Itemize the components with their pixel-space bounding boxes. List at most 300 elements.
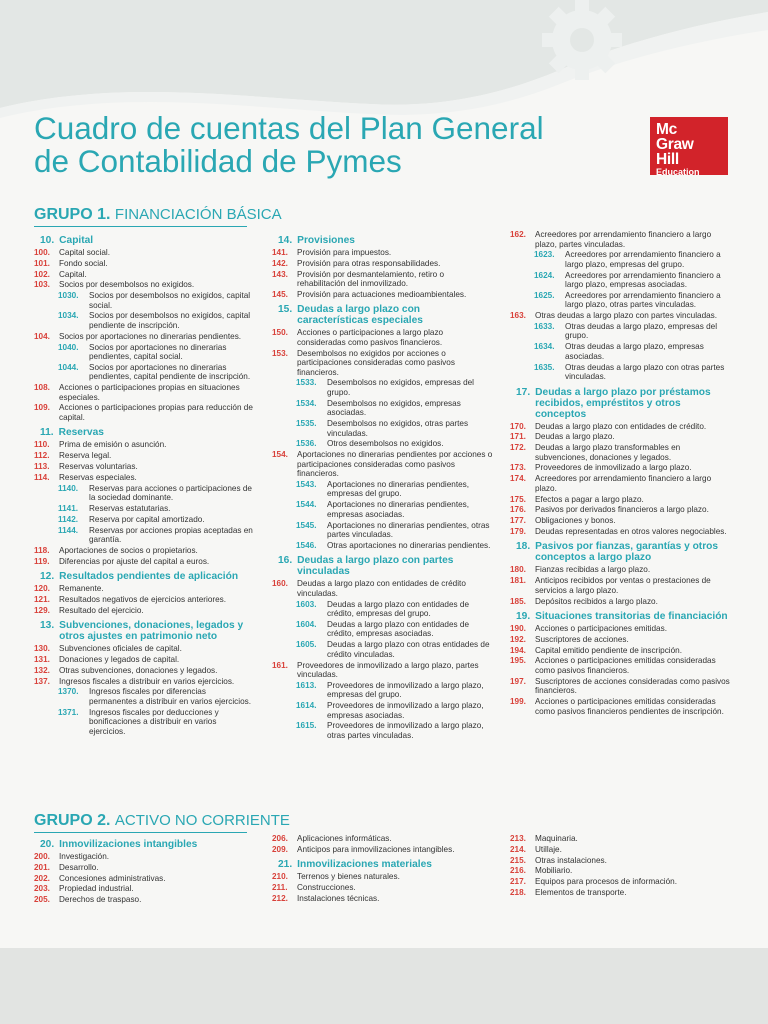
publisher-logo bbox=[650, 117, 728, 175]
account-entry bbox=[34, 270, 254, 280]
account-code: 218. bbox=[510, 887, 526, 897]
account-entry bbox=[510, 527, 730, 537]
account-code: 215. bbox=[510, 855, 526, 865]
subaccount-entry bbox=[510, 291, 730, 310]
account-name: Ingresos fiscales a distribuir en varios ejercicios. bbox=[59, 676, 235, 686]
group-2-number: GRUPO 2. bbox=[34, 812, 111, 829]
account-name: Ingresos fiscales por diferencias permanentes a distribuir en varios ejercicios. bbox=[89, 687, 252, 706]
account-entry bbox=[272, 834, 494, 844]
account-entry bbox=[34, 863, 254, 873]
subaccount-entry bbox=[34, 504, 254, 514]
account-code: 154. bbox=[272, 450, 288, 460]
account-name: Socios por desembolsos no exigidos, capital pendiente de inscripción. bbox=[89, 311, 251, 330]
account-name: Derechos de traspaso. bbox=[59, 895, 142, 905]
account-entry bbox=[34, 248, 254, 258]
account-code: 180. bbox=[510, 565, 526, 575]
account-entry bbox=[34, 655, 254, 665]
account-code: 173. bbox=[510, 463, 526, 473]
account-name: Construcciones. bbox=[297, 883, 356, 893]
account-code: 171. bbox=[510, 432, 526, 442]
account-name: Desembolsos no exigidos, empresas del grupo. bbox=[327, 378, 474, 397]
account-name: Aplicaciones informáticas. bbox=[297, 834, 392, 843]
account-name: Reservas voluntarias. bbox=[59, 462, 138, 472]
account-code: 1546. bbox=[296, 540, 317, 550]
account-entry bbox=[510, 432, 730, 442]
account-name: Fianzas recibidas a largo plazo. bbox=[535, 565, 651, 575]
account-entry bbox=[510, 505, 730, 515]
subaccount-entry bbox=[510, 363, 730, 382]
account-name: Capital. bbox=[59, 269, 87, 279]
account-entry bbox=[510, 888, 730, 898]
group-1-column-1 bbox=[34, 230, 254, 738]
account-code: 176. bbox=[510, 505, 526, 515]
account-name: Terrenos y bienes naturales. bbox=[297, 872, 400, 882]
account-code: 1371. bbox=[58, 707, 79, 717]
account-entry bbox=[34, 874, 254, 884]
logo-word: Hill bbox=[656, 151, 679, 168]
subaccount-entry bbox=[272, 378, 494, 397]
account-code: 202. bbox=[34, 873, 50, 883]
account-entry bbox=[272, 290, 494, 300]
account-code: 21. bbox=[278, 859, 293, 871]
account-entry bbox=[510, 624, 730, 634]
account-code: 18. bbox=[516, 541, 531, 553]
account-name: Capital bbox=[59, 235, 94, 246]
group-1-column-2 bbox=[272, 230, 494, 742]
account-name: Remanente. bbox=[59, 584, 104, 594]
account-name: Reservas especiales. bbox=[59, 472, 137, 482]
account-name: Proveedores de inmovilizado a largo plazo, partes vinculadas. bbox=[297, 660, 479, 680]
account-entry bbox=[510, 635, 730, 645]
account-code: 104. bbox=[34, 331, 50, 341]
group-1-heading bbox=[34, 206, 282, 224]
account-entry bbox=[34, 852, 254, 862]
account-name: Reserva legal. bbox=[59, 451, 112, 461]
account-name: Deudas a largo plazo con características especiales bbox=[297, 304, 423, 327]
account-name: Ingresos fiscales por deducciones y bonificaciones a distribuir en varios ejercicios. bbox=[89, 707, 219, 736]
logo-word: Graw bbox=[656, 136, 694, 153]
account-code: 199. bbox=[510, 697, 526, 707]
account-code: 177. bbox=[510, 516, 526, 526]
account-name: Resultado del ejercicio. bbox=[59, 605, 144, 615]
account-name: Pasivos por fianzas, garantías y otros conceptos a largo plazo bbox=[535, 541, 719, 564]
account-name: Desembolsos no exigidos por acciones o participaciones consideradas como pasivos financieros. bbox=[297, 348, 455, 377]
account-name: Aportaciones de socios o propietarios. bbox=[59, 545, 198, 555]
subaccount-entry bbox=[34, 291, 254, 310]
account-entry bbox=[510, 230, 730, 249]
account-code: 113. bbox=[34, 462, 50, 472]
account-name: Provisiones bbox=[297, 235, 355, 246]
account-code: 1536. bbox=[296, 439, 317, 449]
account-entry bbox=[510, 677, 730, 696]
subaccount-entry bbox=[272, 681, 494, 700]
subgroup-heading bbox=[278, 304, 494, 326]
account-code: 197. bbox=[510, 676, 526, 686]
account-name: Reservas por acciones propias aceptadas en garantía. bbox=[89, 525, 253, 545]
account-entry bbox=[34, 584, 254, 594]
account-name: Deudas a largo plazo transformables en subvenciones, donaciones y legados. bbox=[535, 443, 681, 462]
account-name: Diferencias por ajuste del capital a euros. bbox=[59, 556, 210, 566]
account-name: Resultados pendientes de aplicación bbox=[59, 571, 239, 583]
account-code: 15. bbox=[278, 304, 293, 316]
account-name: Desembolsos no exigidos, otras partes vinculadas. bbox=[327, 419, 469, 438]
subaccount-entry bbox=[272, 620, 494, 639]
group-2-column-2 bbox=[272, 834, 494, 905]
account-entry bbox=[510, 845, 730, 855]
account-code: 153. bbox=[272, 348, 288, 358]
account-code: 1603. bbox=[296, 599, 317, 609]
account-name: Deudas a largo plazo con entidades de crédito, empresas del grupo. bbox=[327, 599, 470, 619]
account-code: 142. bbox=[272, 258, 288, 268]
subaccount-entry bbox=[272, 600, 494, 619]
subgroup-heading bbox=[516, 541, 730, 563]
subaccount-entry bbox=[272, 701, 494, 720]
account-entry bbox=[34, 895, 254, 905]
account-name: Acreedores por arrendamiento financiero a largo plazo, partes vinculadas. bbox=[535, 230, 712, 249]
account-name: Aportaciones no dinerarias pendientes por acciones o participaciones consideradas como pasivos financieros. bbox=[297, 450, 493, 479]
account-code: 10. bbox=[40, 235, 55, 246]
account-name: Desarrollo. bbox=[59, 862, 99, 872]
account-code: 172. bbox=[510, 443, 526, 453]
account-entry bbox=[510, 495, 730, 505]
account-code: 150. bbox=[272, 328, 288, 338]
account-entry bbox=[34, 884, 254, 894]
subgroup-heading bbox=[278, 555, 494, 577]
account-code: 163. bbox=[510, 311, 526, 321]
account-code: 109. bbox=[34, 403, 50, 413]
account-entry bbox=[272, 579, 494, 598]
account-name: Acciones o participaciones emitidas. bbox=[535, 624, 667, 634]
account-name: Deudas a largo plazo por préstamos recibidos, empréstitos y otros conceptos bbox=[535, 386, 711, 420]
account-code: 137. bbox=[34, 676, 50, 686]
account-name: Reservas para acciones o participaciones de la sociedad dominante. bbox=[89, 483, 252, 503]
subgroup-heading bbox=[40, 571, 254, 582]
account-entry bbox=[34, 595, 254, 605]
account-code: 214. bbox=[510, 844, 526, 854]
account-name: Maquinaria. bbox=[535, 834, 578, 843]
account-entry bbox=[272, 883, 494, 893]
account-name: Proveedores de inmovilizado a largo plazo. bbox=[535, 463, 692, 473]
account-code: 217. bbox=[510, 877, 526, 887]
subaccount-entry bbox=[510, 271, 730, 290]
account-entry bbox=[34, 451, 254, 461]
account-code: 1635. bbox=[534, 362, 555, 372]
account-code: 129. bbox=[34, 605, 50, 615]
account-code: 203. bbox=[34, 884, 50, 894]
account-code: 211. bbox=[272, 883, 288, 893]
subaccount-entry bbox=[272, 541, 494, 551]
account-name: Subvenciones oficiales de capital. bbox=[59, 644, 182, 654]
account-code: 108. bbox=[34, 383, 50, 393]
account-name: Reserva por capital amortizado. bbox=[89, 514, 205, 524]
subgroup-heading bbox=[516, 387, 730, 420]
account-name: Prima de emisión o asunción. bbox=[59, 440, 167, 450]
account-entry bbox=[34, 403, 254, 422]
account-name: Otras aportaciones no dinerarias pendientes. bbox=[327, 540, 491, 550]
group-1-rule bbox=[34, 226, 247, 227]
account-name: Instalaciones técnicas. bbox=[297, 893, 380, 903]
account-name: Suscriptores de acciones. bbox=[535, 634, 629, 644]
account-name: Otras instalaciones. bbox=[535, 855, 607, 865]
account-entry bbox=[510, 443, 730, 462]
account-name: Provisión para otras responsabilidades. bbox=[297, 258, 441, 268]
subaccount-entry bbox=[34, 526, 254, 545]
account-code: 209. bbox=[272, 844, 288, 854]
account-name: Otros desembolsos no exigidos. bbox=[327, 439, 444, 449]
account-code: 162. bbox=[510, 230, 526, 239]
account-name: Acciones o participaciones a largo plazo consideradas como pasivos financieros. bbox=[297, 328, 444, 347]
account-entry bbox=[34, 259, 254, 269]
account-name: Socios por desembolsos no exigidos, capital social. bbox=[89, 291, 251, 310]
subaccount-entry bbox=[272, 500, 494, 519]
subaccount-entry bbox=[272, 640, 494, 659]
title-line-1: Cuadro de cuentas del Plan General bbox=[34, 110, 544, 146]
account-code: 14. bbox=[278, 235, 293, 246]
account-code: 119. bbox=[34, 556, 50, 566]
account-code: 201. bbox=[34, 862, 50, 872]
account-code: 194. bbox=[510, 645, 526, 655]
subaccount-entry bbox=[272, 439, 494, 449]
account-name: Resultados negativos de ejercicios anteriores. bbox=[59, 594, 227, 604]
group-2-name: ACTIVO NO CORRIENTE bbox=[114, 812, 290, 829]
account-code: 216. bbox=[510, 866, 526, 876]
account-code: 195. bbox=[510, 656, 526, 666]
account-entry bbox=[34, 546, 254, 556]
account-entry bbox=[510, 311, 730, 321]
account-code: 1533. bbox=[296, 378, 317, 388]
account-code: 17. bbox=[516, 386, 531, 398]
account-code: 1614. bbox=[296, 701, 317, 711]
account-code: 212. bbox=[272, 893, 288, 903]
account-code: 175. bbox=[510, 494, 526, 504]
account-name: Provisión por desmantelamiento, retiro o rehabilitación del inmovilizado. bbox=[297, 269, 444, 289]
account-name: Equipos para procesos de información. bbox=[535, 877, 677, 887]
subgroup-heading bbox=[516, 611, 730, 622]
title-line-2: de Contabilidad de Pymes bbox=[34, 143, 402, 179]
account-code: 1534. bbox=[296, 398, 317, 408]
account-name: Proveedores de inmovilizado a largo plazo, empresas del grupo. bbox=[327, 680, 484, 700]
account-entry bbox=[34, 677, 254, 687]
subaccount-entry bbox=[34, 343, 254, 362]
account-entry bbox=[272, 349, 494, 378]
account-code: 1634. bbox=[534, 342, 555, 352]
account-entry bbox=[34, 606, 254, 616]
account-name: Capital emitido pendiente de inscripción. bbox=[535, 645, 683, 655]
account-entry bbox=[34, 440, 254, 450]
account-code: 205. bbox=[34, 895, 50, 905]
account-entry bbox=[272, 248, 494, 258]
account-entry bbox=[510, 856, 730, 866]
account-entry bbox=[34, 280, 254, 290]
page-title bbox=[34, 112, 624, 178]
account-code: 174. bbox=[510, 474, 526, 484]
group-1-column-3 bbox=[510, 230, 730, 717]
account-code: 19. bbox=[516, 611, 531, 623]
account-name: Deudas a largo plazo con otras entidades de crédito vinculadas. bbox=[327, 640, 490, 659]
account-entry bbox=[510, 877, 730, 887]
account-code: 145. bbox=[272, 289, 288, 299]
subgroup-heading bbox=[40, 620, 254, 642]
group-1-name: FINANCIACIÓN BÁSICA bbox=[114, 206, 282, 223]
account-code: 1545. bbox=[296, 520, 317, 530]
account-entry bbox=[272, 661, 494, 680]
account-entry bbox=[34, 332, 254, 342]
account-code: 160. bbox=[272, 579, 288, 589]
account-name: Socios por aportaciones no dinerarias pendientes, capital pendiente de inscripción. bbox=[89, 362, 251, 382]
subgroup-heading bbox=[40, 427, 254, 438]
account-code: 143. bbox=[272, 269, 288, 279]
account-code: 110. bbox=[34, 440, 50, 450]
account-code: 141. bbox=[272, 248, 288, 257]
subaccount-entry bbox=[272, 480, 494, 499]
account-entry bbox=[272, 450, 494, 479]
account-code: 11. bbox=[40, 427, 54, 439]
account-entry bbox=[34, 383, 254, 402]
account-name: Provisión para actuaciones medioambientales. bbox=[297, 289, 467, 299]
account-name: Investigación. bbox=[59, 852, 110, 861]
account-code: 1535. bbox=[296, 419, 317, 429]
account-code: 16. bbox=[278, 555, 293, 567]
account-name: Inmovilizaciones materiales bbox=[297, 859, 432, 871]
subaccount-entry bbox=[34, 515, 254, 525]
account-name: Socios por desembolsos no exigidos. bbox=[59, 280, 195, 290]
account-entry bbox=[34, 666, 254, 676]
logo-education: Education bbox=[656, 167, 700, 177]
account-entry bbox=[510, 474, 730, 493]
account-name: Anticipos para inmovilizaciones intangibles. bbox=[297, 844, 455, 854]
account-name: Suscriptores de acciones consideradas como pasivos financieros. bbox=[535, 676, 730, 696]
account-entry bbox=[272, 894, 494, 904]
account-code: 1040. bbox=[58, 342, 79, 352]
subaccount-entry bbox=[510, 342, 730, 361]
account-entry bbox=[510, 656, 730, 675]
account-code: 1030. bbox=[58, 291, 79, 301]
account-name: Aportaciones no dinerarias pendientes, otras partes vinculadas. bbox=[327, 520, 490, 540]
account-name: Otras deudas a largo plazo, empresas asociadas. bbox=[565, 342, 704, 361]
account-code: 181. bbox=[510, 576, 526, 586]
account-code: 12. bbox=[40, 571, 55, 583]
account-code: 112. bbox=[34, 451, 50, 461]
account-code: 210. bbox=[272, 872, 288, 882]
account-name: Depósitos recibidos a largo plazo. bbox=[535, 596, 658, 606]
account-name: Acreedores por arrendamiento financiero a largo plazo, empresas asociadas. bbox=[565, 270, 721, 290]
account-name: Deudas a largo plazo con entidades de crédito. bbox=[535, 421, 707, 431]
group-2-heading bbox=[34, 812, 290, 830]
account-name: Acreedores por arrendamiento financiero a largo plazo. bbox=[535, 474, 712, 493]
subaccount-entry bbox=[34, 484, 254, 503]
account-code: 1142. bbox=[58, 514, 79, 524]
account-name: Deudas representadas en otros valores negociables. bbox=[535, 526, 727, 536]
account-code: 1034. bbox=[58, 311, 79, 321]
account-code: 1144. bbox=[58, 525, 79, 535]
subaccount-entry bbox=[34, 311, 254, 330]
account-entry bbox=[510, 422, 730, 432]
account-code: 130. bbox=[34, 644, 50, 654]
account-code: 1605. bbox=[296, 640, 317, 650]
account-name: Reservas estatutarias. bbox=[89, 503, 171, 513]
account-name: Capital social. bbox=[59, 248, 110, 257]
account-name: Elementos de transporte. bbox=[535, 887, 627, 897]
account-entry bbox=[510, 565, 730, 575]
account-entry bbox=[510, 576, 730, 595]
subaccount-entry bbox=[272, 419, 494, 438]
subaccount-entry bbox=[272, 721, 494, 740]
account-entry bbox=[272, 270, 494, 289]
account-name: Deudas a largo plazo con partes vinculadas bbox=[297, 555, 454, 578]
account-name: Deudas a largo plazo con entidades de crédito, empresas asociadas. bbox=[327, 619, 470, 639]
account-name: Obligaciones y bonos. bbox=[535, 516, 616, 526]
account-code: 132. bbox=[34, 665, 50, 675]
account-name: Reservas bbox=[58, 427, 104, 439]
account-code: 114. bbox=[34, 472, 50, 482]
account-code: 101. bbox=[34, 258, 50, 268]
account-code: 13. bbox=[40, 620, 55, 632]
account-entry bbox=[510, 597, 730, 607]
account-name: Aportaciones no dinerarias pendientes, empresas asociadas. bbox=[327, 500, 470, 519]
account-entry bbox=[272, 872, 494, 882]
account-code: 100. bbox=[34, 248, 50, 257]
account-name: Acreedores por arrendamiento financiero a largo plazo, otras partes vinculadas. bbox=[565, 290, 721, 310]
account-code: 1624. bbox=[534, 270, 555, 280]
account-code: 161. bbox=[272, 660, 288, 670]
subaccount-entry bbox=[34, 363, 254, 382]
account-entry bbox=[510, 646, 730, 656]
account-entry bbox=[510, 866, 730, 876]
account-entry bbox=[272, 845, 494, 855]
subaccount-entry bbox=[510, 250, 730, 269]
account-code: 206. bbox=[272, 834, 288, 843]
account-code: 102. bbox=[34, 269, 50, 279]
account-code: 118. bbox=[34, 545, 50, 555]
account-code: 192. bbox=[510, 634, 526, 644]
account-entry bbox=[272, 259, 494, 269]
account-code: 1633. bbox=[534, 321, 555, 331]
account-entry bbox=[34, 462, 254, 472]
account-name: Otras deudas a largo plazo con otras partes vinculadas. bbox=[565, 362, 725, 382]
logo-word: Mc bbox=[656, 121, 677, 138]
account-code: 170. bbox=[510, 421, 526, 431]
account-code: 1613. bbox=[296, 680, 317, 690]
account-code: 1370. bbox=[58, 687, 79, 697]
account-name: Efectos a pagar a largo plazo. bbox=[535, 494, 644, 504]
account-code: 1625. bbox=[534, 290, 555, 300]
account-code: 1044. bbox=[58, 362, 79, 372]
account-name: Concesiones administrativas. bbox=[59, 873, 166, 883]
account-entry bbox=[34, 557, 254, 567]
account-code: 1544. bbox=[296, 500, 317, 510]
account-name: Otras deudas a largo plazo, empresas del grupo. bbox=[565, 321, 718, 341]
account-entry bbox=[510, 834, 730, 844]
account-code: 1543. bbox=[296, 479, 317, 489]
account-name: Otras subvenciones, donaciones y legados. bbox=[59, 665, 218, 675]
group-1-number: GRUPO 1. bbox=[34, 206, 111, 223]
account-code: 179. bbox=[510, 526, 526, 536]
account-code: 200. bbox=[34, 852, 50, 861]
account-name: Socios por aportaciones no dinerarias pendientes. bbox=[59, 331, 242, 341]
account-name: Provisión para impuestos. bbox=[297, 248, 392, 257]
account-entry bbox=[272, 328, 494, 347]
account-name: Anticipos recibidos por ventas o prestaciones de servicios a largo plazo. bbox=[535, 576, 711, 595]
account-name: Deudas a largo plazo. bbox=[535, 432, 615, 442]
group-2-column-3 bbox=[510, 834, 730, 899]
account-code: 1604. bbox=[296, 619, 317, 629]
account-code: 20. bbox=[40, 839, 55, 850]
account-entry bbox=[510, 516, 730, 526]
account-code: 1141. bbox=[58, 503, 79, 513]
account-name: Desembolsos no exigidos, empresas asociadas. bbox=[327, 398, 461, 418]
account-entry bbox=[510, 697, 730, 716]
account-code: 103. bbox=[34, 280, 50, 290]
